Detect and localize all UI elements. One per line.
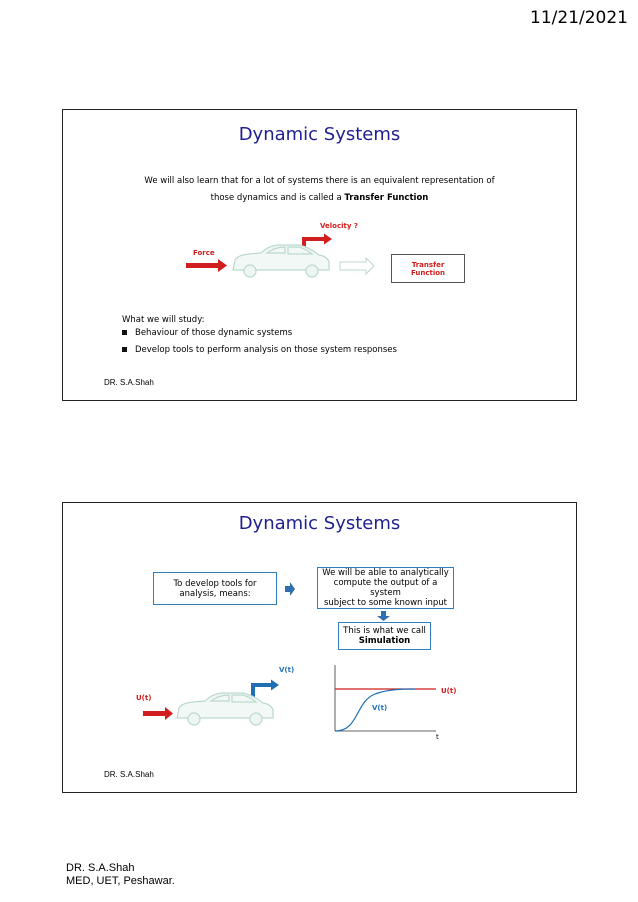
transfer-box-line2: Function — [410, 268, 446, 277]
intro-text-line1: We will also learn that for a lot of systems there is an equivalent representation of — [144, 176, 495, 186]
slide-author: DR. S.A.Shah — [104, 378, 154, 387]
slide-1 — [62, 109, 577, 401]
hollow-arrow-icon — [340, 258, 374, 274]
compute-output-line3: subject to some known input — [323, 598, 447, 608]
vt-car-label: V(t) — [279, 666, 295, 674]
simulation-line1: This is what we call — [343, 626, 426, 636]
slide-author: DR. S.A.Shah — [104, 770, 154, 779]
list-item: Develop tools to perform analysis on those system responses — [122, 345, 397, 355]
compute-output-line1: We will be able to analytically — [322, 568, 449, 578]
slide2-diagram — [63, 503, 576, 792]
input-arrow-icon — [143, 707, 173, 720]
right-arrow-icon — [285, 582, 295, 596]
vt-plot-label: V(t) — [372, 704, 388, 712]
develop-tools-line1: To develop tools for — [173, 578, 257, 589]
transfer-function-box — [391, 254, 465, 283]
down-arrow-icon — [377, 611, 390, 621]
transfer-box-line1: Transfer — [411, 260, 445, 269]
list-item: Behaviour of those dynamic systems — [122, 328, 397, 338]
footer-institution: MED, UET, Peshawar. — [66, 875, 175, 887]
simulation-term: Simulation — [358, 636, 411, 646]
transfer-function-term: Transfer Function — [344, 193, 429, 203]
velocity-label: Velocity ? — [320, 222, 358, 230]
output-arrow-icon — [251, 680, 279, 700]
slide-title: Dynamic Systems — [238, 513, 401, 534]
response-curve — [335, 689, 415, 731]
time-axis-label: t — [436, 733, 439, 741]
bullet-icon — [122, 347, 127, 352]
ut-plot-label: U(t) — [441, 687, 457, 695]
study-heading: What we will study: — [122, 315, 205, 325]
car-icon — [177, 693, 273, 725]
page-date: 11/21/2021 — [530, 8, 628, 28]
page-footer — [66, 862, 175, 888]
force-arrow-icon — [186, 259, 227, 272]
intro-text-prefix: those dynamics and is called a — [210, 193, 345, 203]
study-list — [122, 328, 397, 362]
force-label: Force — [193, 249, 215, 257]
ut-car-label: U(t) — [136, 694, 152, 702]
bullet-icon — [122, 330, 127, 335]
slide-2 — [62, 502, 577, 793]
footer-author: DR. S.A.Shah — [66, 862, 135, 874]
develop-tools-line2: analysis, means: — [179, 588, 251, 599]
slide-title: Dynamic Systems — [238, 124, 401, 145]
car-icon — [233, 245, 329, 277]
response-plot — [335, 665, 436, 731]
compute-output-line2: compute the output of a system — [333, 578, 438, 598]
